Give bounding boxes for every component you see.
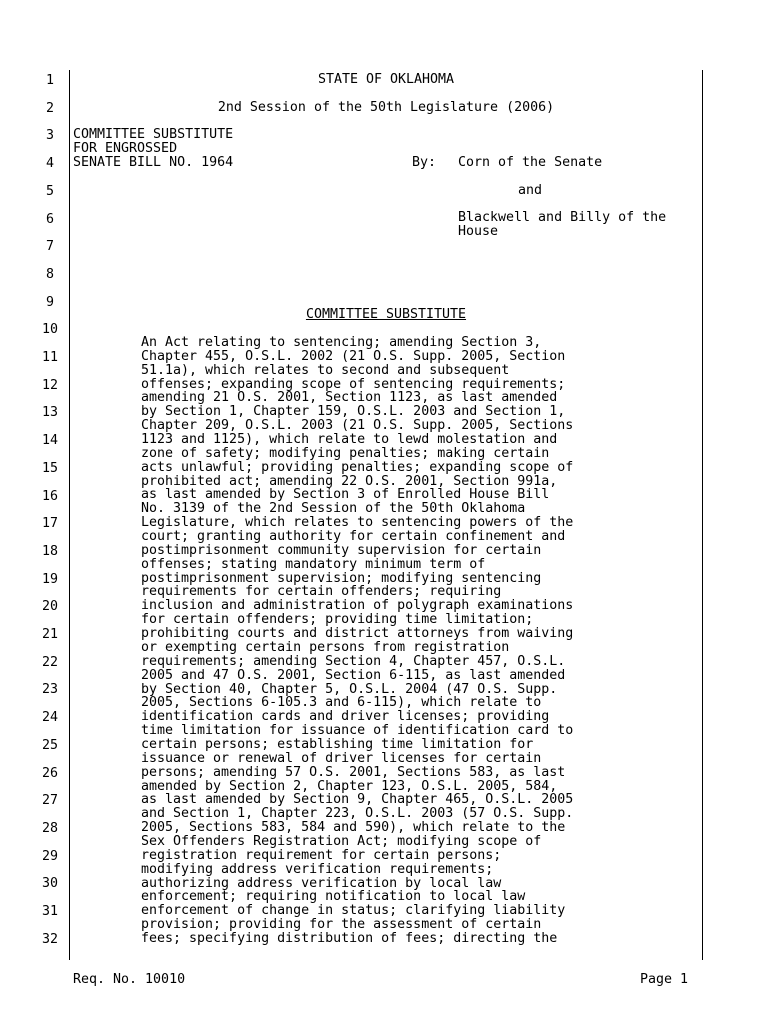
line-number: 26 [41, 765, 58, 781]
body-text-line: or exempting certain persons from registration [141, 639, 510, 655]
body-text-line: by Section 40, Chapter 5, O.S.L. 2004 (47 O.S. Supp. [141, 681, 558, 697]
right-margin-rule [702, 70, 703, 960]
body-text-line: offenses; expanding scope of sentencing requirements; [141, 376, 566, 392]
line-number: 7 [45, 239, 54, 255]
line-number: 18 [41, 543, 58, 559]
body-text-line: 2005, Sections 6-105.3 and 6-115), which relate to [141, 695, 542, 711]
line-number: 24 [41, 710, 58, 726]
line-number: 23 [41, 682, 58, 698]
bill-designation-line-1: COMMITTEE SUBSTITUTE [73, 127, 234, 142]
body-text-line: inclusion and administration of polygraph examinations [141, 598, 574, 614]
line-number: 28 [41, 820, 58, 836]
request-number: Req. No. 10010 [73, 972, 186, 987]
line-number: 1 [45, 73, 54, 88]
document-title: COMMITTEE SUBSTITUTE [305, 307, 467, 322]
body-text-line: enforcement; requiring notification to local law [141, 889, 526, 905]
line-number: 14 [41, 433, 58, 449]
line-number: 27 [41, 793, 58, 809]
body-text-line: registration requirement for certain persons; [141, 847, 502, 863]
body-text-line: 2005 and 47 O.S. 2001, Section 6-115, as last amended [141, 667, 566, 683]
body-text-line: postimprisonment community supervision for certain [141, 542, 542, 558]
page-number: Page 1 [640, 972, 689, 987]
body-text-line: modifying address verification requirements; [141, 861, 494, 877]
body-text-line: for certain offenders; providing time limitation; [141, 612, 534, 628]
body-text-line: requirements for certain offenders; requiring [141, 584, 502, 600]
left-margin-rule [69, 70, 70, 960]
and-connector: and [518, 183, 543, 198]
body-text-line: and Section 1, Chapter 223, O.S.L. 2003 (57 O.S. Supp. [141, 806, 574, 822]
line-number: 8 [45, 266, 54, 282]
author-house-line-2: House [458, 224, 499, 239]
body-text-line: as last amended by Section 3 of Enrolled House Bill [141, 487, 550, 503]
body-text-line: time limitation for issuance of identification card to [141, 723, 574, 739]
line-number: 32 [41, 931, 58, 947]
bill-designation-line-3: SENATE BILL NO. 1964 [73, 155, 234, 170]
body-text-line: Legislature, which relates to sentencing powers of the [141, 515, 574, 531]
body-text-line: Sex Offenders Registration Act; modifying scope of [141, 833, 542, 849]
body-text-line: as last amended by Section 9, Chapter 465, O.S.L. 2005 [141, 792, 574, 808]
line-number: 17 [41, 516, 58, 532]
line-number: 6 [45, 211, 54, 227]
line-number: 20 [41, 599, 58, 615]
body-text-line: acts unlawful; providing penalties; expanding scope of [141, 459, 574, 475]
body-text-line: Chapter 209, O.S.L. 2003 (21 O.S. Supp. 2005, Sections [141, 418, 574, 434]
body-text-line: 1123 and 1125), which relate to lewd molestation and [141, 432, 558, 448]
line-number: 3 [45, 128, 54, 144]
body-text-line: postimprisonment supervision; modifying sentencing [141, 570, 542, 586]
by-label: By: [412, 155, 437, 170]
state-heading: STATE OF OKLAHOMA [317, 72, 455, 87]
body-text-line: requirements; amending Section 4, Chapter 457, O.S.L. [141, 653, 566, 669]
line-number: 30 [41, 876, 58, 892]
author-senate: Corn of the Senate [458, 155, 603, 170]
body-text-line: by Section 1, Chapter 159, O.S.L. 2003 and Section 1, [141, 404, 566, 420]
line-number: 11 [41, 350, 58, 365]
line-number: 16 [41, 488, 58, 504]
line-number: 13 [41, 405, 58, 421]
body-text-line: amending 21 O.S. 2001, Section 1123, as last amended [141, 390, 558, 406]
body-text-line: fees; specifying distribution of fees; directing the [141, 930, 558, 946]
body-text-line: provision; providing for the assessment of certain [141, 917, 542, 933]
line-number: 15 [41, 460, 58, 476]
line-number: 29 [41, 848, 58, 864]
body-text-line: An Act relating to sentencing; amending Section 3, [141, 335, 542, 350]
line-number: 31 [41, 904, 58, 919]
body-text-line: prohibiting courts and district attorneys from waiving [141, 626, 574, 642]
body-text-line: court; granting authority for certain confinement and [141, 529, 566, 545]
body-text-line: No. 3139 of the 2nd Session of the 50th Oklahoma [141, 501, 526, 517]
body-text-line: enforcement of change in status; clarifying liability [141, 903, 566, 919]
line-number: 25 [41, 737, 58, 753]
body-text-line: offenses; stating mandatory minimum term of [141, 556, 486, 572]
body-text-line: certain persons; establishing time limitation for [141, 736, 534, 752]
body-text-line: identification cards and driver licenses; providing [141, 709, 550, 725]
line-number: 5 [45, 183, 54, 199]
line-number: 10 [41, 322, 58, 338]
body-text-line: amended by Section 2, Chapter 123, O.S.L. 2005, 584, [141, 778, 558, 794]
line-number: 4 [45, 156, 54, 172]
line-number: 9 [45, 294, 54, 310]
body-text-line: Chapter 455, O.S.L. 2002 (21 O.S. Supp. 2005, Section [141, 348, 566, 364]
line-number: 19 [41, 571, 58, 587]
body-text-line: 2005, Sections 583, 584 and 590), which relate to the [141, 820, 566, 836]
line-number: 22 [41, 654, 58, 670]
session-heading: 2nd Session of the 50th Legislature (2006) [217, 100, 555, 115]
body-text-line: zone of safety; modifying penalties; making certain [141, 445, 550, 461]
body-text-line: issuance or renewal of driver licenses for certain [141, 750, 542, 766]
body-text-line: authorizing address verification by local law [141, 875, 502, 891]
bill-designation-line-2: FOR ENGROSSED [73, 141, 178, 156]
line-number: 21 [41, 627, 58, 642]
line-number: 12 [41, 377, 58, 393]
body-text-line: persons; amending 57 O.S. 2001, Sections 583, as last [141, 764, 566, 780]
line-number: 2 [45, 100, 54, 116]
body-text-line: 51.1a), which relates to second and subsequent [141, 362, 510, 378]
body-text-line: prohibited act; amending 22 O.S. 2001, Section 991a, [141, 473, 558, 489]
author-house-line-1: Blackwell and Billy of the [458, 210, 667, 225]
